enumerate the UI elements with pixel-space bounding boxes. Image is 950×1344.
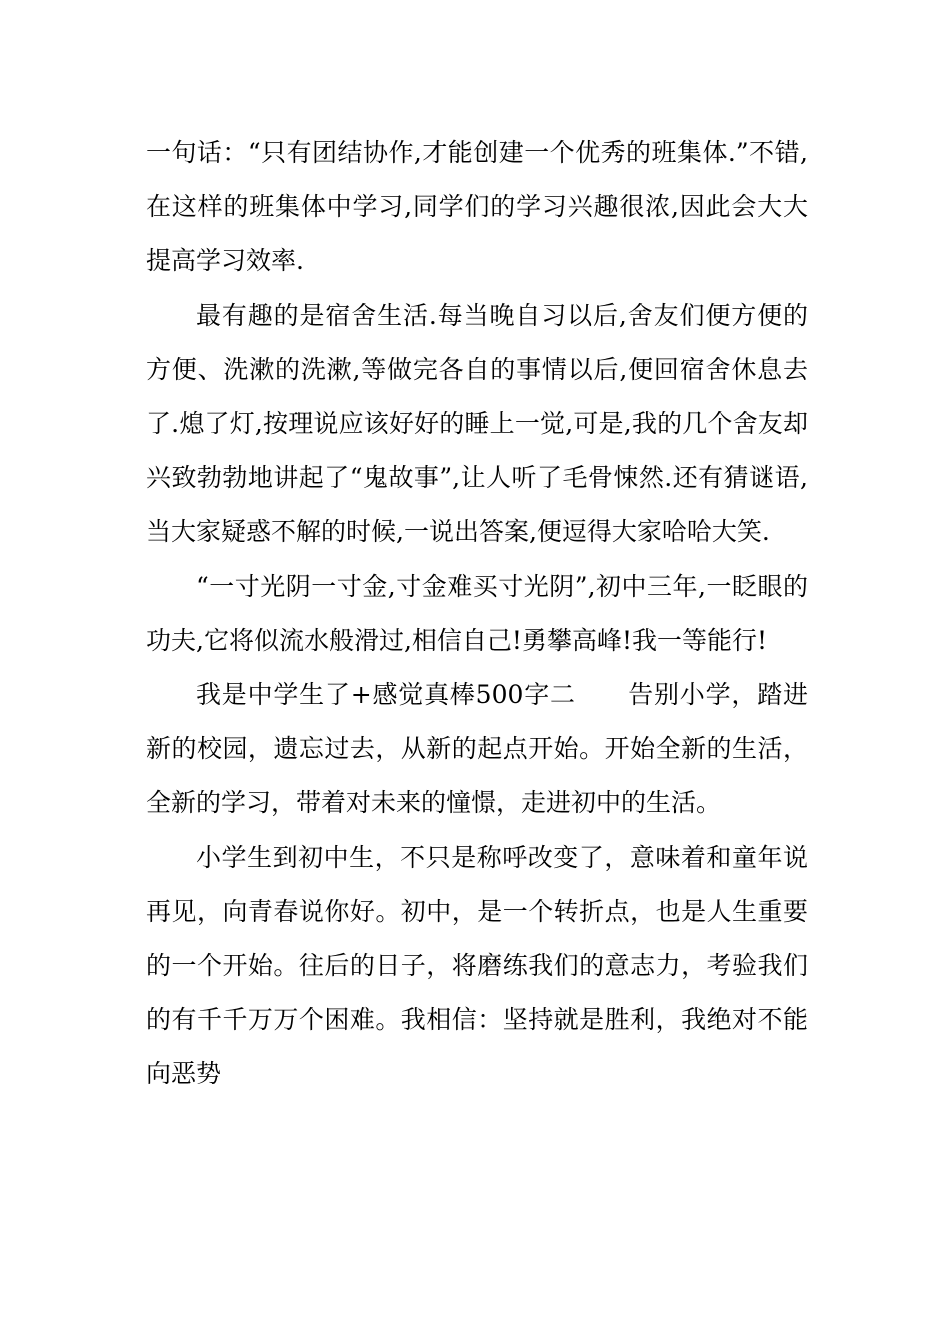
paragraph-3: “一寸光阴一寸金,寸金难买寸光阴”,初中三年,一眨眼的功夫,它将似流水般滑过,相信自己!勇攀高峰!我一等能行! [146, 571, 808, 655]
paragraph-1: 一句话：“只有团结协作,才能创建一个优秀的班集体.”不错,在这样的班集体中学习,同学们的学习兴趣很浓,因此会大大提高学习效率. [146, 138, 808, 276]
document-body [146, 126, 808, 1102]
paragraph-2: 最有趣的是宿舍生活.每当晚自习以后,舍友们便方便的方便、洗漱的洗漱,等做完各自的事情以后,便回宿舍休息去了.熄了灯,按理说应该好好的睡上一觉,可是,我的几个舍友却兴致勃勃地讲起了“鬼故事”,让人听了毛骨悚然.还有猜谜语,当大家疑惑不解的时候,一说出答案,便逗得大家哈哈大笑. [146, 300, 808, 547]
paragraph-4: 我是中学生了+感觉真棒500字二 告别小学，踏进新的校园，遗忘过去，从新的起点开始。开始全新的生活，全新的学习，带着对未来的憧憬，走进初中的生活。 [146, 680, 808, 818]
paragraph-5: 小学生到初中生，不只是称呼改变了，意味着和童年说再见，向青春说你好。初中，是一个转折点，也是人生重要的一个开始。往后的日子，将磨练我们的意志力，考验我们的有千千万万个困难。我相信：坚持就是胜利，我绝对不能向恶势 [146, 842, 808, 1089]
